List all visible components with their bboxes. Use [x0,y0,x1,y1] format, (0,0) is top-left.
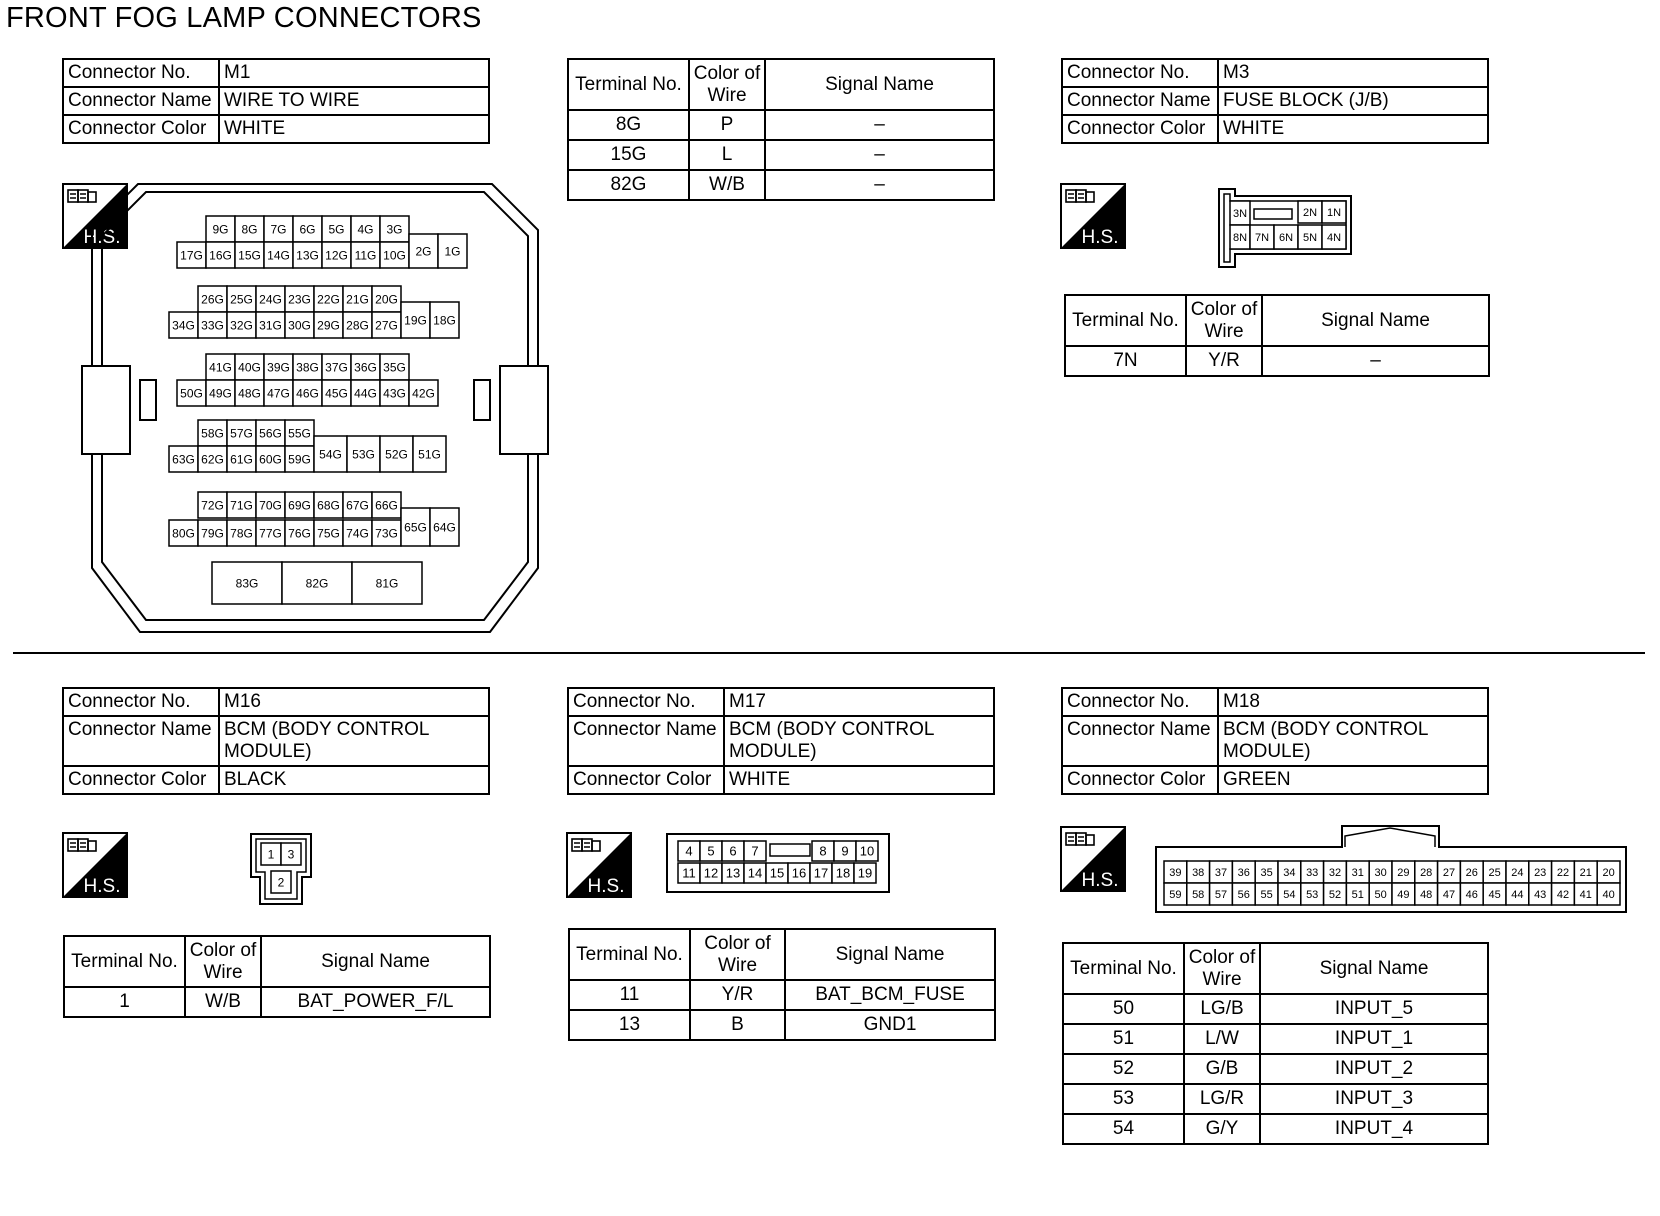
terminal-label: 18 [835,865,851,881]
m16-connector-color: BLACK [219,766,489,794]
terminal-label: 31 [1351,866,1364,879]
terminal-label: 6 [729,843,737,859]
terminal-label: 2 [277,875,285,890]
terminal-label: 46 [1465,888,1478,901]
terminal-label: 8N [1232,231,1248,244]
m18-row-terminal: 54 [1063,1114,1184,1144]
terminal-label: 17 [813,865,829,881]
terminal-label: 30G [288,318,311,333]
terminal-label: 44G [354,386,377,401]
terminal-label: 65G [404,520,427,535]
m17-terminal-table [568,928,996,1041]
m3-row-terminal: 7N [1065,346,1186,376]
svg-text:H.S.: H.S. [1081,227,1119,248]
m1-terminal-table [567,58,995,201]
label-connector-no: Connector No. [1062,59,1218,87]
header-color-of-wire: Color of Wire [689,59,765,110]
m3-connector-no: M3 [1218,59,1488,87]
svg-text:H.S.: H.S. [1081,870,1119,891]
m1-row-signal: – [765,170,994,200]
terminal-label: 75G [317,526,340,541]
m17-connector-face [666,833,890,893]
m17-connector-name: BCM (BODY CONTROL MODULE) [724,716,994,766]
terminal-label: 13 [725,865,741,881]
m18-row-wire: LG/R [1184,1084,1260,1114]
terminal-label: 7 [751,843,759,859]
harness-side-icon [566,832,632,898]
terminal-label: 45 [1488,888,1501,901]
terminal-label: 1 [267,847,275,862]
terminal-label: 28G [346,318,369,333]
terminal-label: 38G [296,360,319,375]
terminal-label: 64G [433,520,456,535]
terminal-label: 32 [1328,866,1342,879]
terminal-label: 43 [1534,888,1547,901]
terminal-label: 27 [1442,866,1456,879]
terminal-label: 15G [238,248,261,263]
terminal-label: 4G [357,222,374,237]
terminal-label: 49 [1397,888,1410,901]
m3-info-table [1061,58,1489,144]
terminal-label: 3 [287,847,295,862]
m16-row-signal: BAT_POWER_F/L [261,987,490,1017]
terminal-label: 41G [209,360,232,375]
m18-row-signal: INPUT_1 [1260,1024,1488,1054]
terminal-label: 51 [1351,888,1364,901]
label-connector-no: Connector No. [63,59,219,87]
m18-connector-face [1155,825,1627,913]
terminal-label: 79G [201,526,224,541]
terminal-label: 33G [201,318,224,333]
terminal-label: 59G [288,452,311,467]
terminal-label: 81G [375,576,399,591]
terminal-label: 55 [1260,888,1273,901]
m17-row-signal: GND1 [785,1010,995,1040]
m1-connector-color: WHITE [219,115,489,143]
terminal-label: 2N [1302,206,1318,219]
terminal-label: 14 [747,865,763,881]
terminal-label: 28 [1420,866,1433,879]
terminal-label: 57 [1214,888,1228,901]
terminal-label: 58G [201,426,224,441]
m16-row-wire: W/B [185,987,261,1017]
header-terminal-no: Terminal No. [568,59,689,110]
terminal-label: 9 [841,843,849,859]
terminal-label: 24G [259,292,282,307]
terminal-label: 35G [383,360,406,375]
terminal-label: 12G [325,248,348,263]
terminal-label: 47G [267,386,290,401]
section-divider [13,652,1645,654]
terminal-label: 68G [317,498,340,513]
terminal-label: 48G [238,386,261,401]
terminal-label: 16G [209,248,232,263]
terminal-label: 58 [1192,888,1205,901]
terminal-label: 72G [201,498,224,513]
m3-row-signal: – [1262,346,1489,376]
m18-row-signal: INPUT_3 [1260,1084,1488,1114]
terminal-label: 48 [1420,888,1433,901]
terminal-label: 4N [1326,231,1342,244]
terminal-label: 49G [209,386,232,401]
header-color-of-wire: Color of Wire [185,936,261,987]
terminal-label: 29 [1397,866,1410,879]
m16-connector-name: BCM (BODY CONTROL MODULE) [219,716,489,766]
label-connector-name: Connector Name [63,716,219,766]
m1-row-terminal: 15G [568,140,689,170]
terminal-label: 9G [212,222,229,237]
header-color-of-wire: Color of Wire [1184,943,1260,994]
harness-side-icon [1060,826,1126,892]
m3-connector-name: FUSE BLOCK (J/B) [1218,87,1488,115]
terminal-label: 37 [1214,866,1228,879]
terminal-label: 50 [1374,888,1387,901]
m18-row-signal: INPUT_4 [1260,1114,1488,1144]
terminal-label: 42 [1556,888,1570,901]
label-connector-color: Connector Color [63,766,219,794]
terminal-label: 29G [317,318,340,333]
m17-connector-color: WHITE [724,766,994,794]
m3-terminal-table [1064,294,1490,377]
terminal-label: 24 [1511,866,1524,879]
label-connector-name: Connector Name [568,716,724,766]
terminal-label: 19G [404,313,427,328]
terminal-label: 26 [1465,866,1478,879]
terminal-label: 54G [319,447,342,462]
m18-row-wire: G/Y [1184,1114,1260,1144]
terminal-label: 60G [259,452,282,467]
m16-info-table [62,687,490,795]
terminal-label: 2G [415,244,432,259]
header-color-of-wire: Color of Wire [690,929,785,980]
m18-row-signal: INPUT_2 [1260,1054,1488,1084]
m17-info-table [567,687,995,795]
header-signal-name: Signal Name [261,936,490,987]
header-terminal-no: Terminal No. [1063,943,1184,994]
keyway [1254,209,1292,219]
terminal-label: 32G [230,318,253,333]
terminal-label: 59 [1169,888,1182,901]
m1-row-terminal: 8G [568,110,689,140]
terminal-label: 66G [375,498,398,513]
terminal-label: 14G [267,248,290,263]
header-terminal-no: Terminal No. [64,936,185,987]
label-connector-color: Connector Color [1062,115,1218,143]
m3-row-wire: Y/R [1186,346,1262,376]
terminal-label: 47 [1442,888,1456,901]
terminal-label: 67G [346,498,369,513]
header-terminal-no: Terminal No. [569,929,690,980]
terminal-label: 11G [354,248,377,263]
terminal-label: 25 [1488,866,1501,879]
m18-row-signal: INPUT_5 [1260,994,1488,1024]
m3-connector-face [1218,188,1353,268]
terminal-label: 11 [682,865,696,881]
terminal-label: 23G [288,292,311,307]
m1-row-terminal: 82G [568,170,689,200]
terminal-label: 25G [230,292,253,307]
m16-terminal-table [63,935,491,1018]
terminal-label: 22G [317,292,340,307]
label-connector-color: Connector Color [568,766,724,794]
terminal-label: 46G [296,386,319,401]
terminal-label: 36 [1237,866,1250,879]
terminal-label: 38 [1192,866,1205,879]
terminal-label: 78G [230,526,253,541]
terminal-label: 52 [1328,888,1342,901]
header-color-of-wire: Color of Wire [1186,295,1262,346]
m18-row-terminal: 53 [1063,1084,1184,1114]
terminal-label: 23 [1534,866,1547,879]
label-connector-no: Connector No. [1062,688,1218,716]
terminal-label: 53G [352,447,375,462]
terminal-label: 44 [1511,888,1524,901]
m1-row-signal: – [765,110,994,140]
terminal-label: 61G [230,452,253,467]
terminal-label: 26G [201,292,224,307]
terminal-label: 5N [1302,231,1318,244]
terminal-label: 17G [180,248,203,263]
label-connector-no: Connector No. [568,688,724,716]
m18-connector-no: M18 [1218,688,1488,716]
terminal-label: 3N [1232,207,1248,220]
terminal-label: 39G [267,360,290,375]
terminal-label: 55G [288,426,311,441]
terminal-label: 83G [235,576,259,591]
terminal-label: 56G [259,426,282,441]
terminal-label: 20G [375,292,398,307]
terminal-label: 45G [325,386,348,401]
terminal-label: 39 [1169,866,1182,879]
terminal-label: 21G [346,292,369,307]
m1-connector-face [90,182,540,632]
m18-terminal-table [1062,942,1489,1145]
svg-text:H.S.: H.S. [587,876,625,897]
harness-side-icon [62,832,128,898]
terminal-label: 37G [325,360,348,375]
terminal-label: 51G [418,447,441,462]
header-terminal-no: Terminal No. [1065,295,1186,346]
terminal-label: 35 [1260,866,1273,879]
header-signal-name: Signal Name [785,929,995,980]
header-signal-name: Signal Name [765,59,994,110]
terminal-label: 10 [859,843,875,859]
label-connector-color: Connector Color [1062,766,1218,794]
m17-row-terminal: 13 [569,1010,690,1040]
label-connector-no: Connector No. [63,688,219,716]
terminal-label: 53 [1306,888,1319,901]
terminal-label: 18G [433,313,456,328]
terminal-label: 20 [1602,866,1615,879]
m17-row-wire: B [690,1010,785,1040]
terminal-label: 57G [230,426,253,441]
m17-row-terminal: 11 [569,980,690,1010]
terminal-label: 1N [1326,206,1342,219]
m1-row-wire: W/B [689,170,765,200]
terminal-label: 50G [180,386,203,401]
terminal-label: 27G [375,318,398,333]
m16-connector-face [250,833,312,905]
terminal-label: 5 [707,843,715,859]
terminal-label: 76G [288,526,311,541]
m3-connector-color: WHITE [1218,115,1488,143]
terminal-label: 36G [354,360,377,375]
terminal-label: 12 [703,865,719,881]
terminal-label: 74G [346,526,369,541]
terminal-label: 62G [201,452,224,467]
terminal-label: 71G [230,498,253,513]
terminal-label: 40G [238,360,261,375]
terminal-label: 43G [383,386,406,401]
m18-row-terminal: 52 [1063,1054,1184,1084]
terminal-label: 33 [1306,866,1319,879]
m17-row-signal: BAT_BCM_FUSE [785,980,995,1010]
label-connector-name: Connector Name [1062,87,1218,115]
m18-row-wire: G/B [1184,1054,1260,1084]
terminal-label: 42G [412,386,435,401]
header-signal-name: Signal Name [1260,943,1488,994]
terminal-label: 77G [259,526,282,541]
terminal-label: 34G [172,318,195,333]
m1-row-wire: P [689,110,765,140]
terminal-label: 63G [172,452,195,467]
terminal-label: 30 [1374,866,1387,879]
m18-row-wire: LG/B [1184,994,1260,1024]
terminal-label: 22 [1556,866,1570,879]
terminal-label: 8G [241,222,258,237]
m18-row-wire: L/W [1184,1024,1260,1054]
terminal-label: 19 [857,865,873,881]
harness-side-icon [1060,183,1126,249]
m1-info-table [62,58,490,144]
terminal-label: 34 [1283,866,1296,879]
m17-row-wire: Y/R [690,980,785,1010]
header-signal-name: Signal Name [1262,295,1489,346]
m18-info-table [1061,687,1489,795]
terminal-label: 7G [270,222,287,237]
terminal-label: 7N [1254,231,1270,244]
terminal-label: 54 [1283,888,1296,901]
m18-connector-color: GREEN [1218,766,1488,794]
m16-connector-no: M16 [219,688,489,716]
m17-connector-no: M17 [724,688,994,716]
terminal-label: 21 [1579,866,1592,879]
m18-connector-name: BCM (BODY CONTROL MODULE) [1218,716,1488,766]
m16-row-terminal: 1 [64,987,185,1017]
terminal-label: 15 [769,865,785,881]
terminal-label: 5G [328,222,345,237]
m1-row-wire: L [689,140,765,170]
terminal-label: 41 [1579,888,1592,901]
label-connector-name: Connector Name [63,87,219,115]
terminal-label: 40 [1602,888,1615,901]
terminal-label: 56 [1237,888,1250,901]
svg-text:H.S.: H.S. [83,227,121,248]
terminal-label: 31G [259,318,282,333]
svg-text:H.S.: H.S. [83,876,121,897]
m1-row-signal: – [765,140,994,170]
terminal-label: 69G [288,498,311,513]
m18-row-terminal: 50 [1063,994,1184,1024]
m1-connector-name: WIRE TO WIRE [219,87,489,115]
label-connector-color: Connector Color [63,115,219,143]
terminal-label: 82G [305,576,329,591]
terminal-label: 1G [444,244,461,259]
terminal-label: 8 [819,843,827,859]
m18-row-terminal: 51 [1063,1024,1184,1054]
terminal-label: 80G [172,526,195,541]
terminal-label: 52G [385,447,408,462]
terminal-label: 3G [386,222,403,237]
terminal-label: 6N [1278,231,1294,244]
keyway [770,844,810,856]
page-title: FRONT FOG LAMP CONNECTORS [6,2,482,34]
terminal-label: 16 [791,865,807,881]
label-connector-name: Connector Name [1062,716,1218,766]
terminal-label: 70G [259,498,282,513]
terminal-label: 6G [299,222,316,237]
terminal-label: 13G [296,248,319,263]
terminal-label: 4 [685,843,693,859]
m1-connector-no: M1 [219,59,489,87]
terminal-label: 10G [383,248,406,263]
terminal-label: 73G [375,526,398,541]
